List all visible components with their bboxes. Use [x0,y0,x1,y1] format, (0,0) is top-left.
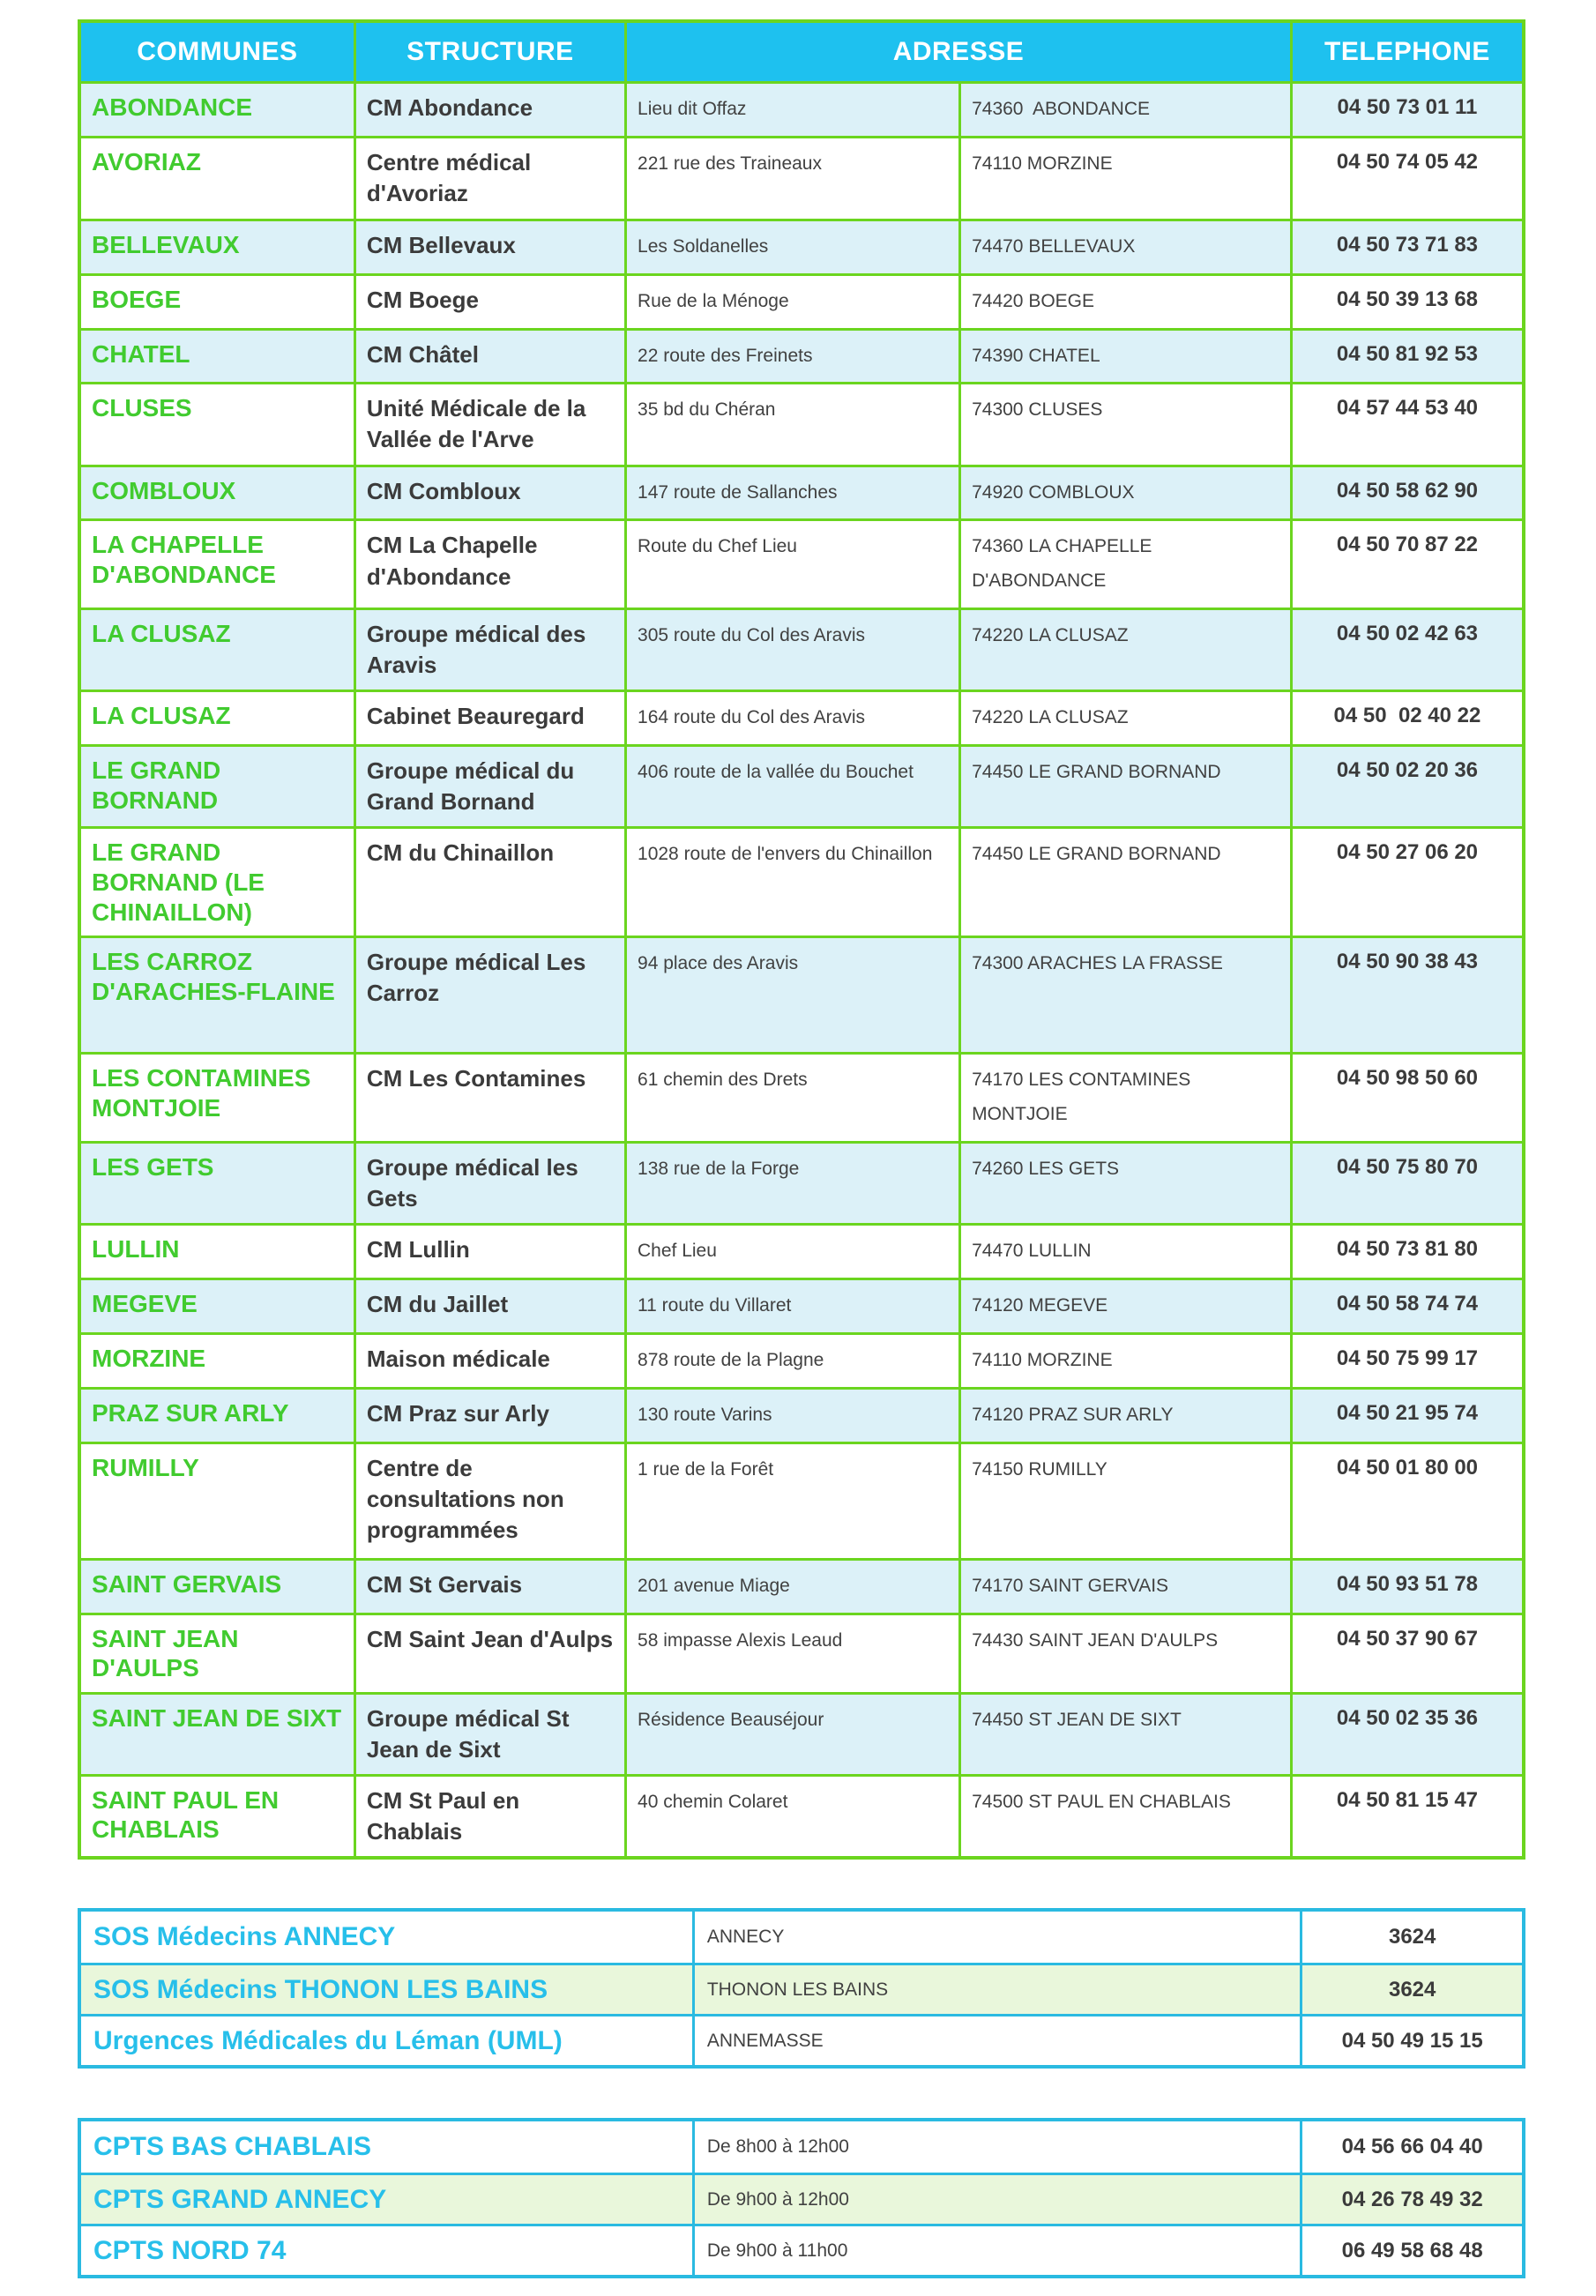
header-adresse: ADRESSE [624,23,1290,81]
service-phone-cell: 06 49 58 68 48 [1300,2226,1522,2275]
city-cell: 74450 LE GRAND BORNAND [958,829,1290,936]
table-row [81,136,1522,219]
street-cell: 164 route du Col des Aravis [624,692,958,744]
commune-cell: MEGEVE [92,1289,198,1317]
street-cell: 878 route de la Plagne [624,1335,958,1387]
commune-cell: AVORIAZ [92,147,201,175]
table-row [81,1387,1522,1442]
structure-cell: CM Boege [354,276,624,328]
table-row [81,81,1522,136]
sos-row [81,1912,1522,1963]
phone-cell: 04 50 02 35 36 [1290,1695,1522,1774]
phone-cell: 04 57 44 53 40 [1290,384,1522,464]
city-cell: 74360 ABONDANCE [958,84,1290,136]
city-cell: 74360 LA CHAPELLE D'ABONDANCE [958,521,1290,608]
city-cell: 74170 LES CONTAMINES MONTJOIE [958,1055,1290,1141]
phone-cell: 04 50 74 05 42 [1290,138,1522,219]
commune-cell: SAINT JEAN D'AULPS [92,1624,239,1682]
service-phone-cell: 04 56 66 04 40 [1300,2121,1522,2173]
city-cell: 74420 BOEGE [958,276,1290,328]
phone-cell: 04 50 73 01 11 [1290,84,1522,136]
structure-cell: CM Bellevaux [354,221,624,273]
structure-cell: Groupe médical St Jean de Sixt [354,1695,624,1774]
commune-cell: LA CLUSAZ [92,702,231,730]
street-cell: Rue de la Ménoge [624,276,958,328]
phone-cell: 04 50 73 71 83 [1290,221,1522,273]
city-cell: 74390 CHATEL [958,331,1290,383]
sos-medecins-table [78,1908,1525,2069]
commune-cell: SAINT PAUL EN CHABLAIS [92,1785,280,1844]
commune-cell: MORZINE [92,1344,206,1372]
structure-cell: CM Saint Jean d'Aulps [354,1615,624,1692]
phone-cell: 04 50 58 62 90 [1290,467,1522,519]
service-phone-cell: 3624 [1300,1965,1522,2014]
service-name-cell: Urgences Médicales du Léman (UML) [93,2025,563,2055]
commune-cell: SAINT GERVAIS [92,1569,282,1598]
street-cell: Lieu dit Offaz [624,84,958,136]
table-row [81,1613,1522,1692]
phone-cell: 04 50 27 06 20 [1290,829,1522,936]
structure-cell: CM du Jaillet [354,1280,624,1332]
street-cell: Route du Chef Lieu [624,521,958,608]
structure-cell: Groupe médical des Aravis [354,610,624,690]
service-city-cell: ANNEMASSE [692,2016,1301,2065]
cpts-row [81,2224,1522,2275]
city-cell: 74220 LA CLUSAZ [958,692,1290,744]
cpts-row [81,2121,1522,2173]
table-row [81,1558,1522,1613]
city-cell: 74120 PRAZ SUR ARLY [958,1390,1290,1442]
structure-cell: Centre de consultations non programmées [354,1444,624,1558]
structure-cell: CM St Gervais [354,1561,624,1613]
table-row [81,1442,1522,1558]
header-structure: STRUCTURE [354,23,624,81]
commune-cell: LE GRAND BORNAND [92,757,221,814]
sos-row [81,2014,1522,2065]
phone-cell: 04 50 70 87 22 [1290,521,1522,608]
table-row [81,1332,1522,1387]
service-name-cell: SOS Médecins THONON LES BAINS [93,1974,548,2004]
table-row [81,1278,1522,1332]
city-cell: 74450 ST JEAN DE SIXT [958,1695,1290,1774]
city-cell: 74470 LULLIN [958,1226,1290,1278]
street-cell: 22 route des Freinets [624,331,958,383]
city-cell: 74450 LE GRAND BORNAND [958,747,1290,826]
service-name-cell: CPTS BAS CHABLAIS [93,2132,372,2162]
table-row [81,690,1522,744]
city-cell: 74300 CLUSES [958,384,1290,464]
commune-cell: LE GRAND BORNAND (LE CHINAILLON) [92,839,265,926]
table-header-row [81,23,1522,81]
table-row [81,273,1522,328]
phone-cell: 04 50 37 90 67 [1290,1615,1522,1692]
table-row [81,744,1522,826]
street-cell: 138 rue de la Forge [624,1144,958,1223]
commune-cell: RUMILLY [92,1453,199,1481]
service-hours-cell: De 8h00 à 12h00 [692,2121,1301,2173]
structure-cell: CM Les Contamines [354,1055,624,1141]
structure-cell: Groupe médical Les Carroz [354,938,624,1052]
city-cell: 74110 MORZINE [958,1335,1290,1387]
commune-cell: SAINT JEAN DE SIXT [92,1703,342,1732]
phone-cell: 04 50 21 95 74 [1290,1390,1522,1442]
street-cell: 147 route de Sallanches [624,467,958,519]
table-row [81,382,1522,464]
structure-cell: CM du Chinaillon [354,829,624,936]
commune-cell: CHATEL [92,339,190,368]
street-cell: 1028 route de l'envers du Chinaillon [624,829,958,936]
city-cell: 74110 MORZINE [958,138,1290,219]
table-row [81,328,1522,383]
table-row [81,826,1522,936]
phone-cell: 04 50 01 80 00 [1290,1444,1522,1558]
table-row [81,518,1522,608]
commune-cell: LES CONTAMINES MONTJOIE [92,1064,311,1122]
table-row [81,936,1522,1052]
medical-centers-table [78,19,1525,1860]
table-row [81,1052,1522,1141]
header-communes: COMMUNES [137,37,298,66]
structure-cell: Unité Médicale de la Vallée de l'Arve [354,384,624,464]
phone-cell: 04 50 58 74 74 [1290,1280,1522,1332]
service-hours-cell: De 9h00 à 12h00 [692,2175,1301,2224]
structure-cell: CM Abondance [354,84,624,136]
phone-cell: 04 50 81 15 47 [1290,1777,1522,1856]
table-row [81,608,1522,690]
commune-cell: LES GETS [92,1152,214,1181]
structure-cell: CM St Paul en Chablais [354,1777,624,1856]
city-cell: 74500 ST PAUL EN CHABLAIS [958,1777,1290,1856]
street-cell: 130 route Varins [624,1390,958,1442]
structure-cell: CM La Chapelle d'Abondance [354,521,624,608]
service-city-cell: THONON LES BAINS [692,1965,1301,2014]
city-cell: 74300 ARACHES LA FRASSE [958,938,1290,1052]
phone-cell: 04 50 39 13 68 [1290,276,1522,328]
phone-cell: 04 50 02 20 36 [1290,747,1522,826]
commune-cell: ABONDANCE [92,93,252,121]
table-row [81,1141,1522,1223]
phone-cell: 04 50 75 99 17 [1290,1335,1522,1387]
commune-cell: COMBLOUX [92,476,236,504]
service-phone-cell: 3624 [1300,1912,1522,1963]
table-row [81,219,1522,273]
street-cell: 221 rue des Traineaux [624,138,958,219]
service-phone-cell: 04 26 78 49 32 [1300,2175,1522,2224]
service-name-cell: CPTS NORD 74 [93,2235,287,2265]
commune-cell: LES CARROZ D'ARACHES-FLAINE [92,948,335,1005]
phone-cell: 04 50 73 81 80 [1290,1226,1522,1278]
phone-cell: 04 50 02 42 63 [1290,610,1522,690]
table-row [81,1223,1522,1278]
city-cell: 74430 SAINT JEAN D'AULPS [958,1615,1290,1692]
service-hours-cell: De 9h00 à 11h00 [692,2226,1301,2275]
city-cell: 74170 SAINT GERVAIS [958,1561,1290,1613]
structure-cell: Maison médicale [354,1335,624,1387]
street-cell: Résidence Beauséjour [624,1695,958,1774]
street-cell: 61 chemin des Drets [624,1055,958,1141]
structure-cell: Groupe médical les Gets [354,1144,624,1223]
phone-cell: 04 50 81 92 53 [1290,331,1522,383]
phone-cell: 04 50 75 80 70 [1290,1144,1522,1223]
structure-cell: CM Combloux [354,467,624,519]
table-row [81,465,1522,519]
street-cell: 94 place des Aravis [624,938,958,1052]
city-cell: 74120 MEGEVE [958,1280,1290,1332]
commune-cell: LA CHAPELLE D'ABONDANCE [92,531,276,588]
structure-cell: Groupe médical du Grand Bornand [354,747,624,826]
street-cell: 406 route de la vallée du Bouchet [624,747,958,826]
service-phone-cell: 04 50 49 15 15 [1300,2016,1522,2065]
commune-cell: BOEGE [92,285,182,313]
street-cell: 58 impasse Alexis Leaud [624,1615,958,1692]
table-row [81,1774,1522,1856]
service-name-cell: CPTS GRAND ANNECY [93,2184,387,2214]
city-cell: 74920 COMBLOUX [958,467,1290,519]
commune-cell: BELLEVAUX [92,230,240,258]
city-cell: 74470 BELLEVAUX [958,221,1290,273]
table-body [81,81,1522,1856]
cpts-row [81,2173,1522,2224]
structure-cell: CM Praz sur Arly [354,1390,624,1442]
phone-cell: 04 50 93 51 78 [1290,1561,1522,1613]
street-cell: Les Soldanelles [624,221,958,273]
table-row [81,1692,1522,1774]
service-name-cell: SOS Médecins ANNECY [93,1922,396,1952]
city-cell: 74150 RUMILLY [958,1444,1290,1558]
structure-cell: Cabinet Beauregard [354,692,624,744]
header-telephone: TELEPHONE [1290,23,1522,81]
structure-cell: CM Châtel [354,331,624,383]
city-cell: 74220 LA CLUSAZ [958,610,1290,690]
street-cell: 201 avenue Miage [624,1561,958,1613]
phone-cell: 04 50 90 38 43 [1290,938,1522,1052]
street-cell: 40 chemin Colaret [624,1777,958,1856]
street-cell: Chef Lieu [624,1226,958,1278]
cpts-table [78,2118,1525,2278]
street-cell: 1 rue de la Forêt [624,1444,958,1558]
commune-cell: LULLIN [92,1234,180,1263]
phone-cell: 04 50 98 50 60 [1290,1055,1522,1141]
commune-cell: LA CLUSAZ [92,620,231,648]
sos-row [81,1963,1522,2014]
phone-cell: 04 50 02 40 22 [1290,692,1522,744]
street-cell: 11 route du Villaret [624,1280,958,1332]
street-cell: 305 route du Col des Aravis [624,610,958,690]
city-cell: 74260 LES GETS [958,1144,1290,1223]
commune-cell: CLUSES [92,394,192,422]
commune-cell: PRAZ SUR ARLY [92,1398,289,1427]
structure-cell: CM Lullin [354,1226,624,1278]
structure-cell: Centre médical d'Avoriaz [354,138,624,219]
service-city-cell: ANNECY [692,1912,1301,1963]
street-cell: 35 bd du Chéran [624,384,958,464]
